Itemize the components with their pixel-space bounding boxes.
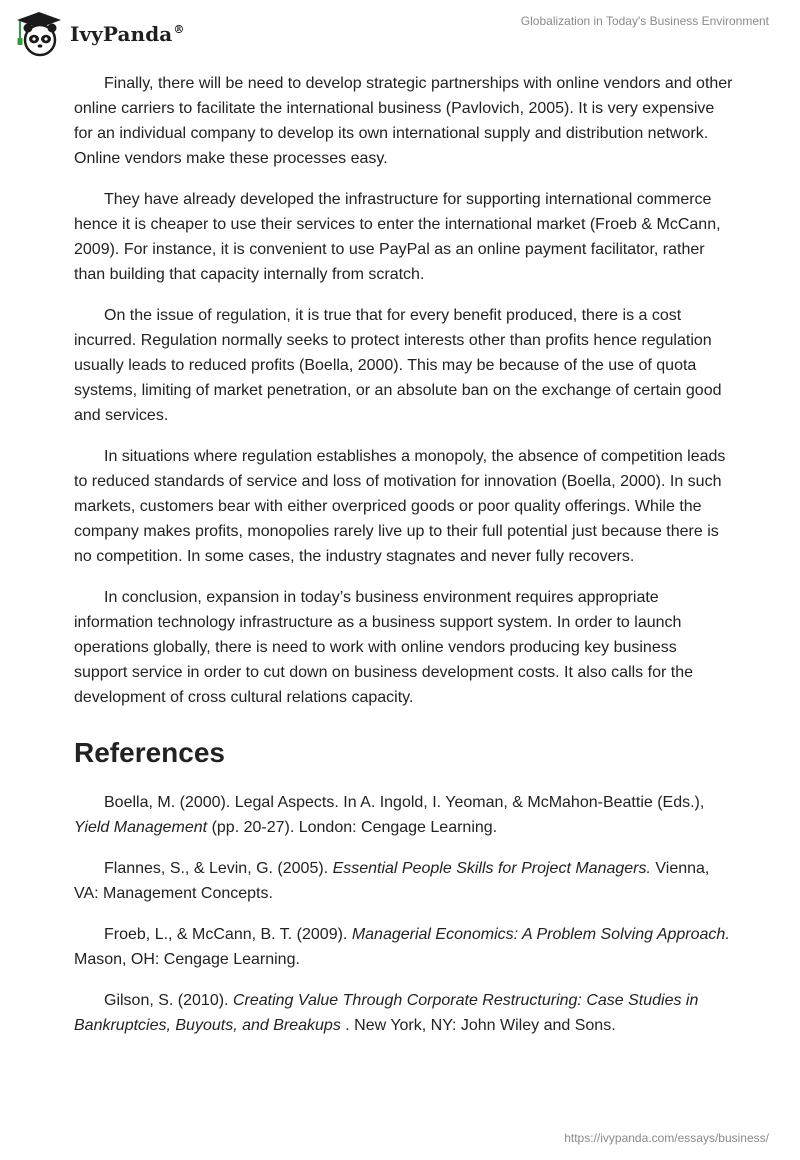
site-logo[interactable] xyxy=(14,9,184,59)
body-paragraph: On the issue of regulation, it is true that for every benefit produced, there is a cost incurred. Regulation normally seeks to protect interests other than profits hence regulation usually leads to reduced profits (Boella, 2000). This may be because of the use of quota systems, limiting of market penetration, or an absolute ban on the exchange of certain good and services. xyxy=(74,307,722,424)
document-title: Globalization in Today's Business Environment xyxy=(520,14,769,28)
body-paragraph: In situations where regulation establishes a monopoly, the absence of competition leads to reduced standards of service and loss of motivation for innovation (Boella, 2000). In such markets, customers bear with either overpriced goods or poor quality offerings. While the company makes profits, monopolies rarely live up to their full potential just because there is no competition. In some cases, the industry stagnates and never fully recovers. xyxy=(74,448,726,565)
reference-item: Froeb, L., & McCann, B. T. (2009). Managerial Economics: A Problem Solving Approach. Mason, OH: Cengage Learning. xyxy=(74,926,730,968)
footer-source-link[interactable]: https://ivypanda.com/essays/business/ xyxy=(564,1131,769,1145)
body-paragraph: Finally, there will be need to develop strategic partnerships with online vendors and other online carriers to facilitate the international business (Pavlovich, 2005). It is very expensive for an individual company to develop its own international supply and distribution network. Online vendors make these processes easy. xyxy=(74,75,733,167)
essay-content xyxy=(74,71,734,1054)
logo-wordmark: IvyPanda® xyxy=(70,22,185,46)
body-paragraph: In conclusion, expansion in today’s business environment requires appropriate information technology infrastructure as a business support system. In order to launch operations globally, there is need to work with online vendors producing key business support service in order to cut down on business development costs. It also calls for the development of cross cultural relations capacity. xyxy=(74,589,693,706)
references-heading: References xyxy=(74,737,225,768)
reference-item: Flannes, S., & Levin, G. (2005). Essential People Skills for Project Managers. Vienna, VA: Management Concepts. xyxy=(74,860,710,902)
body-paragraph: They have already developed the infrastructure for supporting international commerce hence it is cheaper to use their services to enter the international market (Froeb & McCann, 2009). For instance, it is convenient to use PayPal as an online payment facilitator, rather than building that capacity internally from scratch. xyxy=(74,191,721,283)
panda-logo-icon xyxy=(14,11,64,57)
reference-item: Gilson, S. (2010). Creating Value Through Corporate Restructuring: Case Studies in Bankruptcies, Buyouts, and Breakups . New York, NY: John Wiley and Sons. xyxy=(74,992,699,1034)
reference-item: Boella, M. (2000). Legal Aspects. In A. Ingold, I. Yeoman, & McMahon-Beattie (Eds.), Yield Management (pp. 20-27). London: Cengage Learning. xyxy=(74,794,705,836)
